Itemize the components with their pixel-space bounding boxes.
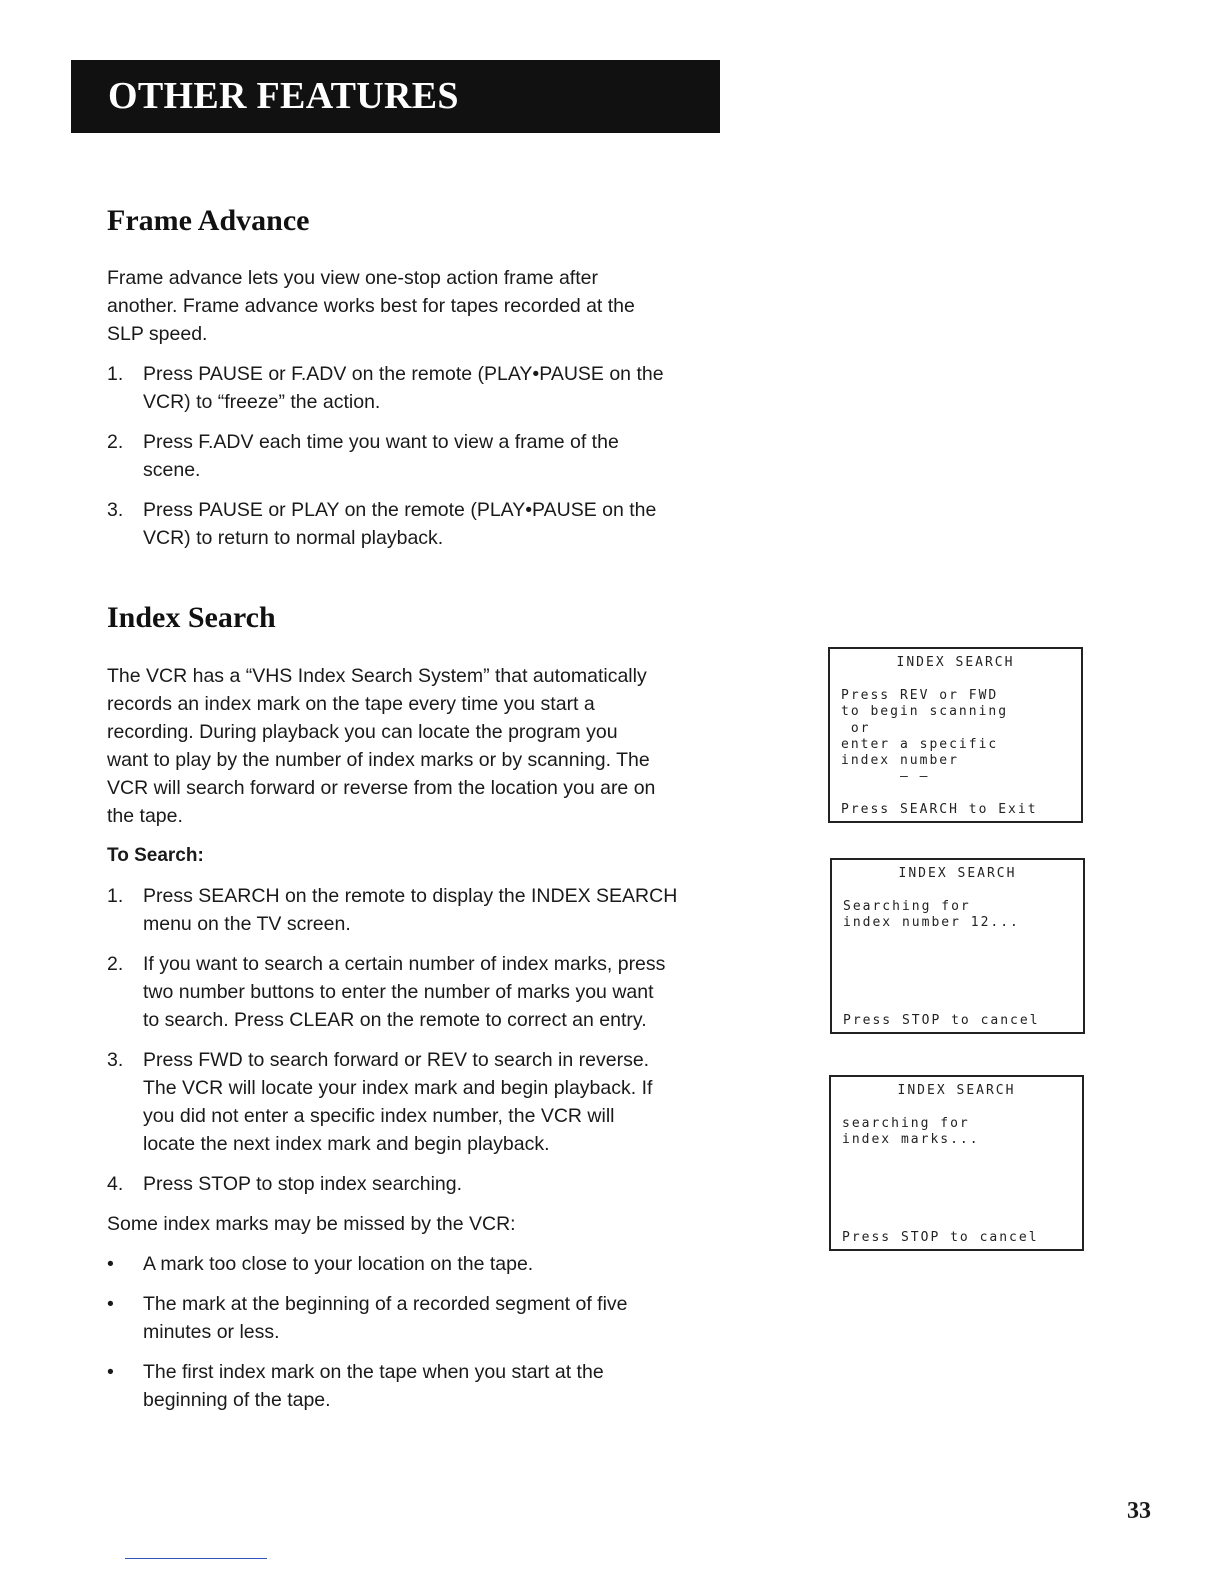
footer-rule [125, 1558, 267, 1559]
list-item [107, 882, 727, 938]
step-line: If you want to search a certain number of index marks, press [143, 953, 666, 975]
step-line: VCR) to return to normal playback. [143, 527, 444, 549]
list-item [107, 1046, 727, 1158]
step-number: 2. [107, 953, 124, 975]
bullet-line: The mark at the beginning of a recorded segment of five [143, 1293, 628, 1315]
intro-line: SLP speed. [107, 323, 208, 345]
intro-line: another. Frame advance works best for tapes recorded at the [107, 295, 635, 317]
step-line: you did not enter a specific index number, the VCR will [143, 1105, 615, 1127]
step-number: 1. [107, 363, 124, 385]
intro-line: want to play by the number of index marks or by scanning. The [107, 749, 650, 771]
screen-line: searching for [842, 1116, 970, 1131]
step-line: The VCR will locate your index mark and begin playback. If [143, 1077, 653, 1099]
intro-line: The VCR has a “VHS Index Search System” that automatically [107, 665, 647, 687]
bullet-line: A mark too close to your location on the tape. [143, 1253, 534, 1275]
page-number: 33 [1127, 1498, 1151, 1524]
bullet-line: The first index mark on the tape when you start at the [143, 1361, 604, 1383]
screen-line: or [841, 721, 871, 736]
list-item [107, 496, 727, 552]
list-item [107, 428, 727, 484]
section-banner [71, 60, 720, 133]
bullet-line: minutes or less. [143, 1321, 280, 1343]
step-number: 3. [107, 1049, 124, 1071]
intro-line: VCR will search forward or reverse from the location you are on [107, 777, 656, 799]
step-line: Press PAUSE or PLAY on the remote (PLAY•PAUSE on the [143, 499, 657, 521]
list-item [107, 1170, 727, 1198]
index-search-screen-number [830, 858, 1085, 1034]
frame-advance-heading: Frame Advance [107, 204, 310, 237]
list-item [107, 1290, 727, 1346]
intro-line: records an index mark on the tape every time you start a [107, 693, 595, 715]
bullet-line: beginning of the tape. [143, 1389, 331, 1411]
screen-line: to begin scanning [841, 704, 1009, 719]
screen-title: INDEX SEARCH [898, 866, 1017, 881]
step-line: Press SEARCH on the remote to display the INDEX SEARCH [143, 885, 678, 907]
list-item [107, 950, 727, 1034]
bullet-icon: • [107, 1293, 114, 1315]
step-number: 4. [107, 1173, 124, 1195]
step-number: 1. [107, 885, 124, 907]
step-number: 3. [107, 499, 124, 521]
screen-line: Searching for [843, 899, 971, 914]
index-search-steps [107, 882, 727, 1210]
step-number: 2. [107, 431, 124, 453]
screen-line: index number 12... [843, 915, 1020, 930]
step-line: Press FWD to search forward or REV to search in reverse. [143, 1049, 650, 1071]
screen-footer: Press SEARCH to Exit [841, 801, 1038, 817]
missed-marks-bullets [107, 1250, 727, 1426]
intro-line: Frame advance lets you view one-stop action frame after [107, 267, 598, 289]
screen-line: index number [841, 753, 959, 768]
bullet-icon: • [107, 1253, 114, 1275]
index-search-heading: Index Search [107, 601, 276, 634]
missed-marks-intro: Some index marks may be missed by the VCR: [107, 1213, 516, 1235]
step-line: to search. Press CLEAR on the remote to correct an entry. [143, 1009, 647, 1031]
index-search-intro [107, 662, 727, 830]
intro-line: the tape. [107, 805, 183, 827]
screen-line: Press REV or FWD [841, 688, 999, 703]
screen-line: – – [841, 769, 930, 784]
frame-advance-steps [107, 360, 727, 564]
screen-title: INDEX SEARCH [897, 1083, 1016, 1098]
step-line: Press STOP to stop index searching. [143, 1173, 463, 1195]
list-item [107, 1358, 727, 1414]
screen-footer: Press STOP to cancel [842, 1229, 1039, 1245]
index-search-screen-marks [829, 1075, 1084, 1251]
step-line: Press PAUSE or F.ADV on the remote (PLAY•PAUSE on the [143, 363, 664, 385]
section-title: OTHER FEATURES [108, 75, 459, 117]
screen-footer: Press STOP to cancel [843, 1012, 1040, 1028]
frame-advance-intro [107, 264, 727, 348]
screen-title: INDEX SEARCH [896, 655, 1015, 670]
step-line: Press F.ADV each time you want to view a frame of the [143, 431, 619, 453]
bullet-icon: • [107, 1361, 114, 1383]
step-line: scene. [143, 459, 201, 481]
step-line: locate the next index mark and begin playback. [143, 1133, 550, 1155]
to-search-subheading: To Search: [107, 845, 204, 866]
list-item [107, 360, 727, 416]
step-line: menu on the TV screen. [143, 913, 351, 935]
intro-line: recording. During playback you can locate the program you [107, 721, 618, 743]
screen-line: index marks... [842, 1132, 980, 1147]
index-search-screen-menu [828, 647, 1083, 823]
list-item [107, 1250, 727, 1278]
step-line: VCR) to “freeze” the action. [143, 391, 381, 413]
step-line: two number buttons to enter the number of marks you want [143, 981, 654, 1003]
screen-line: enter a specific [841, 737, 999, 752]
